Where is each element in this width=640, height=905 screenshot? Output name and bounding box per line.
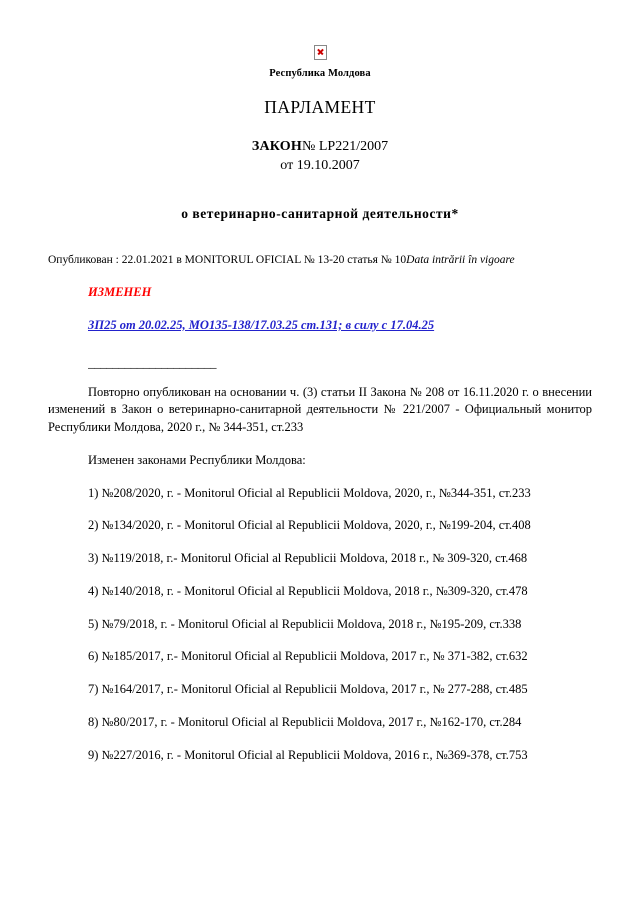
document-content: [48, 0, 592, 764]
list-item: 6) №185/2017, г.- Monitorul Oficial al Republicii Moldova, 2017 г., № 371-382, ст.632: [88, 649, 528, 664]
list-item: 3) №119/2018, г.- Monitorul Oficial al Republicii Moldova, 2018 г., № 309-320, ст.468: [88, 551, 528, 566]
republic-heading: Республика Молдова: [269, 68, 371, 79]
list-item: 7) №164/2017, г.- Monitorul Oficial al Republicii Moldova, 2017 г., № 277-288, ст.485: [88, 682, 528, 697]
list-item: 9) №227/2016, г. - Monitorul Oficial al Republicii Moldova, 2016 г., №369-378, ст.753: [88, 747, 528, 762]
law-number: № LP221/2007: [302, 139, 389, 154]
amended-by-list: [48, 485, 592, 765]
publication-prefix: Опубликован : 22.01.2021 в MONITORUL OFICIAL № 13-20 статья № 10: [48, 253, 407, 266]
status-badge: ИЗМЕНЕН: [88, 284, 152, 299]
amended-by-heading: Изменен законами Республики Молдова:: [88, 452, 306, 467]
law-number-line: [48, 138, 592, 157]
list-item: 8) №80/2017, г. - Monitorul Oficial al Republicii Moldova, 2017 г., №162-170, ст.284: [88, 714, 522, 729]
law-word: ЗАКОН: [251, 139, 302, 154]
list-item: 4) №140/2018, г. - Monitorul Oficial al Republicii Moldova, 2018 г., №309-320, ст.478: [88, 583, 528, 598]
law-date: от 19.10.2007: [280, 157, 360, 173]
republication-note: Повторно опубликован на основании ч. (3) статьи II Закона № 208 от 16.11.2020 г. о внесении изменений в Закон о ветеринарно-санитарной деятельности № 221/2007 - Официальный монитор Республики Молдова, 2020 г., № 344-351, ст.233: [48, 384, 592, 435]
amendment-link[interactable]: ЗП25 от 20.02.25, МО135-138/17.03.25 ст.131; в силу с 17.04.25: [88, 317, 435, 332]
broken-image-icon: [314, 45, 327, 60]
list-item: 2) №134/2020, г. - Monitorul Oficial al Republicii Moldova, 2020, г., №199-204, ст.408: [88, 518, 531, 533]
law-identifier-block: [48, 138, 592, 176]
coat-of-arms-image-container: [48, 0, 592, 60]
publication-line: [48, 253, 592, 268]
page-title: о ветеринарно-санитарной деятельности*: [181, 205, 459, 221]
list-item: 1) №208/2020, г. - Monitorul Oficial al Republicii Moldova, 2020, г., №344-351, ст.233: [88, 485, 531, 500]
section-divider: _____________________: [88, 355, 217, 369]
publication-entry-into-force-label: Data intrării în vigoare: [406, 253, 515, 266]
list-item: 5) №79/2018, г. - Monitorul Oficial al Republicii Moldova, 2018 г., №195-209, ст.338: [88, 616, 522, 631]
institution-heading: ПАРЛАМЕНТ: [264, 97, 376, 117]
